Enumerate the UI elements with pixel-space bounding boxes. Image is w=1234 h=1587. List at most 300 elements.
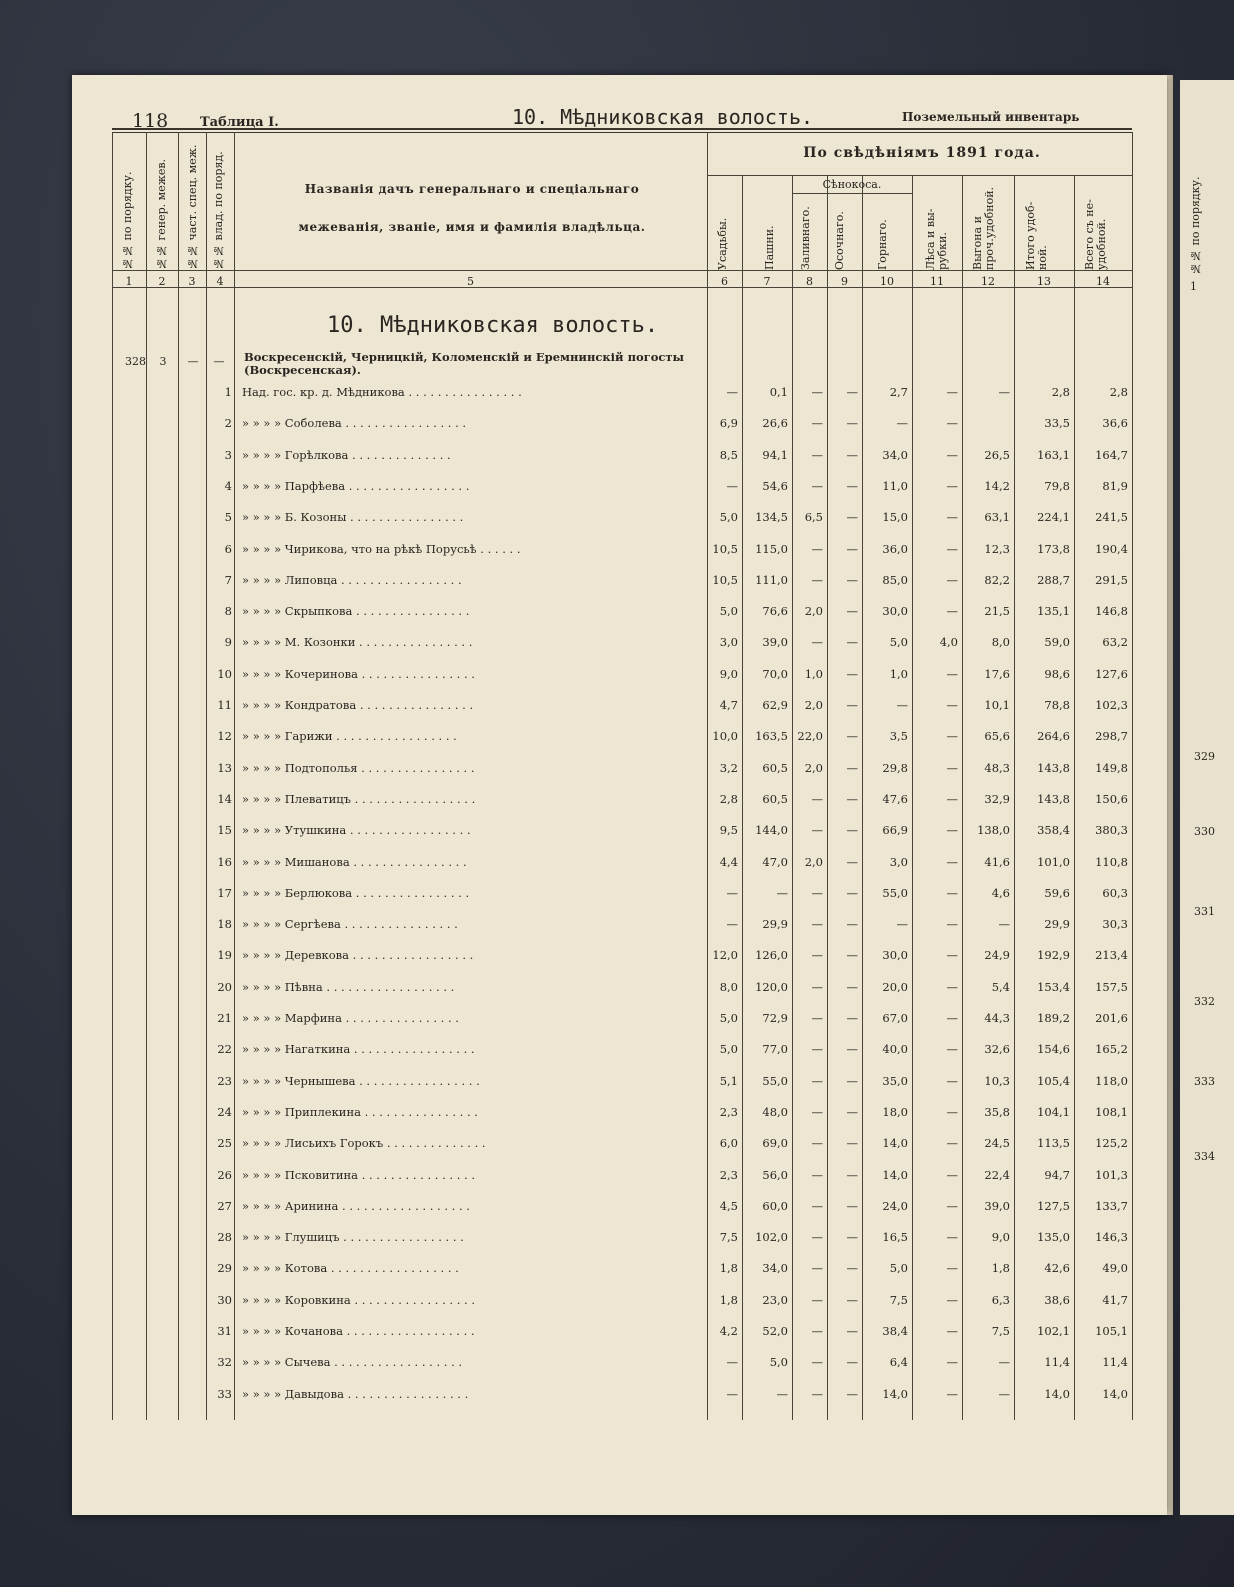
table-row (72, 729, 1167, 749)
row-value: 12,0 (712, 948, 738, 963)
row-value: — (946, 1292, 958, 1307)
row-value: 38,6 (1044, 1292, 1070, 1307)
row-value: 9,5 (719, 823, 738, 838)
row-value: — (811, 447, 823, 462)
row-value: — (811, 1073, 823, 1088)
row-value: — (846, 541, 858, 556)
row-value: 16,5 (882, 1230, 908, 1245)
row-number: 23 (217, 1073, 232, 1088)
row-value: 115,0 (755, 541, 788, 556)
row-value: 77,0 (762, 1042, 788, 1057)
row-value: — (946, 1230, 958, 1245)
row-value: 163,1 (1037, 447, 1070, 462)
row-value: — (946, 1355, 958, 1370)
table-row (72, 1168, 1167, 1188)
row-value: 4,6 (991, 885, 1010, 900)
row-value: — (946, 510, 958, 525)
row-value: — (846, 1261, 858, 1276)
facing-row-number: 330 (1194, 825, 1215, 838)
row-number: 20 (217, 979, 232, 994)
column-number: 1 (125, 275, 133, 288)
row-value: — (846, 447, 858, 462)
row-value: — (846, 666, 858, 681)
table-row (72, 1230, 1167, 1250)
table-row (72, 1136, 1167, 1156)
row-owner-name: » » » » Мишанова . . . . . . . . . . . . . . . . (242, 854, 467, 869)
row-value: 60,3 (1102, 885, 1128, 900)
row-value: — (946, 666, 958, 681)
row-number: 28 (217, 1230, 232, 1245)
row-value: 52,0 (762, 1324, 788, 1338)
row-value: — (726, 1386, 738, 1401)
row-value: 23,0 (762, 1292, 788, 1307)
row-value: — (946, 791, 958, 806)
row-value: 7,5 (991, 1324, 1010, 1338)
row-value: 32,6 (984, 1042, 1010, 1057)
row-value: 105,1 (1095, 1324, 1128, 1338)
table-row (72, 479, 1167, 499)
header-col-14: Всего съ не-удобной. (1083, 199, 1108, 270)
row-value: — (846, 1136, 858, 1151)
table-row (72, 510, 1167, 530)
row-owner-name: Над. гос. кр. д. Мѣдникова . . . . . . . . . . . . . . . . (242, 385, 522, 399)
row-value: 14,0 (882, 1167, 908, 1182)
row-value: 5,1 (719, 1073, 738, 1088)
table-row (72, 917, 1167, 937)
row-value: 9,0 (719, 666, 738, 681)
row-number: 17 (217, 885, 232, 900)
row-value: — (946, 948, 958, 963)
row-value: — (846, 385, 858, 399)
row-value: — (811, 979, 823, 994)
row-value: — (846, 572, 858, 587)
row-value: 108,1 (1095, 1104, 1128, 1119)
row-value: 150,6 (1095, 791, 1128, 806)
row-value: 38,4 (882, 1324, 908, 1338)
table-row (72, 1105, 1167, 1125)
facing-col-number: 1 (1190, 280, 1197, 293)
page-title: 10. Мѣдниковская волость. (512, 105, 814, 129)
row-value: 2,0 (804, 604, 823, 619)
row-value: — (846, 979, 858, 994)
row-value: 47,0 (762, 854, 788, 869)
row-value: — (846, 1292, 858, 1307)
facing-row-number: 334 (1194, 1150, 1215, 1163)
row-value: 60,0 (762, 1198, 788, 1213)
row-value: 135,1 (1037, 604, 1070, 619)
row-value: — (811, 1167, 823, 1182)
row-value: 149,8 (1095, 760, 1128, 775)
row-owner-name: » » » » Лисьихъ Горокъ . . . . . . . . . . . . . . (242, 1136, 486, 1151)
row-number: 4 (224, 478, 232, 493)
section-title: 10. Мѣдниковская волость. (327, 313, 659, 338)
row-value: 101,3 (1095, 1167, 1128, 1182)
row-value: 6,0 (719, 1136, 738, 1151)
row-value: 10,0 (712, 729, 738, 744)
row-value: — (998, 1386, 1010, 1401)
row-owner-name: » » » » Чириковa, что на рѣкѣ Порусьѣ . . . . . . (242, 541, 521, 556)
row-value: — (946, 1386, 958, 1401)
row-value: 59,6 (1044, 885, 1070, 900)
row-value: 1,0 (889, 666, 908, 681)
row-value: 288,7 (1037, 572, 1070, 587)
table-row (72, 761, 1167, 781)
row-value: — (811, 1104, 823, 1119)
table-row (72, 667, 1167, 687)
header-col-13: Итого удоб-ной. (1024, 201, 1049, 270)
row-value: 14,0 (1102, 1386, 1128, 1401)
column-number: 5 (467, 275, 474, 288)
row-value: — (846, 1230, 858, 1245)
table-row (72, 886, 1167, 906)
row-value: — (998, 385, 1010, 399)
row-value: — (811, 385, 823, 399)
row-value: — (946, 1198, 958, 1213)
row-number: 27 (217, 1198, 232, 1213)
grid-hline (707, 175, 1132, 176)
row-value: 2,0 (804, 854, 823, 869)
row-value: 126,0 (755, 948, 788, 963)
table-row (72, 1199, 1167, 1219)
row-value: 10,1 (984, 698, 1010, 712)
row-owner-name: » » » » Липовца . . . . . . . . . . . . . . . . . (242, 572, 462, 587)
row-value: — (811, 823, 823, 838)
row-owner-name: » » » » Б. Козоны . . . . . . . . . . . . . . . . (242, 510, 464, 525)
row-value: 12,3 (984, 541, 1010, 556)
row-value: — (811, 1198, 823, 1213)
row-value: — (811, 1011, 823, 1025)
row-number: 22 (217, 1042, 232, 1057)
row-value: 48,0 (762, 1104, 788, 1119)
row-owner-name: » » » » Кочанова . . . . . . . . . . . . . . . . . . (242, 1324, 475, 1338)
row-value: 34,0 (762, 1261, 788, 1276)
column-number: 12 (981, 275, 995, 288)
table-row (72, 448, 1167, 468)
row-value: 60,5 (762, 791, 788, 806)
row-number: 26 (217, 1167, 232, 1182)
row-value: 17,6 (984, 666, 1010, 681)
row-value: — (726, 478, 738, 493)
row-value: 380,3 (1095, 823, 1128, 838)
row-number: 9 (224, 635, 232, 650)
row-value: 8,5 (719, 447, 738, 462)
row-value: — (811, 1136, 823, 1151)
row-value: 2,8 (719, 791, 738, 806)
row-owner-name: » » » » Давыдова . . . . . . . . . . . . . . . . . (242, 1386, 469, 1401)
row-number: 3 (224, 447, 232, 462)
table-row (72, 542, 1167, 562)
column-number: 3 (188, 275, 196, 288)
row-owner-name: » » » » Деревкова . . . . . . . . . . . . . . . . . (242, 948, 474, 963)
row-value: — (811, 1042, 823, 1057)
row-value: — (946, 979, 958, 994)
row-value: — (811, 478, 823, 493)
row-value: 26,5 (984, 447, 1010, 462)
row-value: 9,0 (991, 1230, 1010, 1245)
row-value: — (946, 823, 958, 838)
row-value: 1,8 (719, 1292, 738, 1307)
header-col-9: Осочнаго. (833, 211, 846, 270)
row-value: — (946, 885, 958, 900)
facing-page (1180, 80, 1234, 1515)
row-value: 1,8 (719, 1261, 738, 1276)
row-value: — (946, 917, 958, 932)
row-owner-name: » » » » Приплекина . . . . . . . . . . . . . . . . (242, 1104, 478, 1119)
row-value: — (811, 791, 823, 806)
row-value: 67,0 (882, 1011, 908, 1025)
row-value: 36,0 (882, 541, 908, 556)
row-value: 125,2 (1095, 1136, 1128, 1151)
row-number: 16 (217, 854, 232, 869)
row-value: 56,0 (762, 1167, 788, 1182)
row-value: 41,7 (1102, 1292, 1128, 1307)
row-value: 2,0 (804, 760, 823, 775)
row-value: 105,4 (1037, 1073, 1070, 1088)
row-value: 18,0 (882, 1104, 908, 1119)
row-number: 13 (217, 760, 232, 775)
row-number: 32 (217, 1355, 232, 1370)
facing-row-number: 331 (1194, 905, 1215, 918)
row-value: — (998, 917, 1010, 932)
row-value: 29,9 (1044, 917, 1070, 932)
header-col-8: Заливнаго. (799, 206, 812, 270)
row-value: 3,2 (719, 760, 738, 775)
row-value: 39,0 (762, 635, 788, 650)
row-value: 79,8 (1044, 478, 1070, 493)
row-value: 98,6 (1044, 666, 1070, 681)
table-row (72, 635, 1167, 655)
row-value: — (811, 1261, 823, 1276)
row-owner-name: » » » » Кочериновa . . . . . . . . . . . . . . . . (242, 666, 475, 681)
row-owner-name: » » » » Аринина . . . . . . . . . . . . . . . . . . (242, 1198, 470, 1213)
row-value: — (946, 729, 958, 744)
row-value: 20,0 (882, 979, 908, 994)
grid-hline (792, 193, 912, 194)
row-value: 32,9 (984, 791, 1010, 806)
row-value: 146,8 (1095, 604, 1128, 619)
row-value: 59,0 (1044, 635, 1070, 650)
row-value: — (896, 416, 908, 431)
table-row (72, 1042, 1167, 1062)
row-value: — (846, 604, 858, 619)
row-value: 291,5 (1095, 572, 1128, 587)
row-value: — (811, 1230, 823, 1245)
row-number: 31 (217, 1324, 232, 1338)
row-value: 76,6 (762, 604, 788, 619)
header-col-4: №№ влад. по поряд. (212, 151, 225, 270)
row-value: 173,8 (1037, 541, 1070, 556)
row-value: 49,0 (1102, 1261, 1128, 1276)
intro-text: Воскресенскій, Черницкій, Коломенскій и Еремнинскій погосты (Воскресенская). (244, 350, 685, 377)
row-value: 6,4 (889, 1355, 908, 1370)
row-value: — (946, 604, 958, 619)
row-number: 11 (217, 698, 232, 712)
row-value: — (811, 1386, 823, 1401)
row-value: 82,2 (984, 572, 1010, 587)
row-value: 146,3 (1095, 1230, 1128, 1245)
row-number: 33 (217, 1386, 232, 1401)
column-number: 11 (930, 275, 944, 288)
row-owner-name: » » » » Подтополья . . . . . . . . . . . . . . . . (242, 760, 475, 775)
row-value: 298,7 (1095, 729, 1128, 744)
row-value: 41,6 (984, 854, 1010, 869)
row-value: 5,0 (719, 1011, 738, 1025)
table-row (72, 1011, 1167, 1031)
row-value: 5,0 (719, 1042, 738, 1057)
row-value: — (846, 510, 858, 525)
row-value: 48,3 (984, 760, 1010, 775)
row-value: — (946, 1324, 958, 1338)
row-value: 4,2 (719, 1324, 738, 1338)
row-value: 22,0 (797, 729, 823, 744)
row-value: — (846, 1324, 858, 1338)
row-value: 127,6 (1095, 666, 1128, 681)
row-value: 143,8 (1037, 791, 1070, 806)
row-value: 213,4 (1095, 948, 1128, 963)
column-number: 13 (1037, 275, 1051, 288)
table-row (72, 1293, 1167, 1313)
row-value: 5,0 (889, 1261, 908, 1276)
row-value: 4,4 (719, 854, 738, 869)
row-value: 63,1 (984, 510, 1010, 525)
row-value: 133,7 (1095, 1198, 1128, 1213)
row-value: 10,5 (712, 572, 738, 587)
row-value: — (811, 948, 823, 963)
table-row (72, 823, 1167, 843)
row-owner-name: » » » » Коровкина . . . . . . . . . . . . . . . . . (242, 1292, 476, 1307)
row-number: 15 (217, 823, 232, 838)
row-value: 62,9 (762, 698, 788, 712)
row-value: — (776, 885, 788, 900)
row-value: 10,3 (984, 1073, 1010, 1088)
row-value: 30,0 (882, 604, 908, 619)
table-row (72, 385, 1167, 405)
table-row (72, 1355, 1167, 1375)
row-owner-name: » » » » Нагаткина . . . . . . . . . . . . . . . . . (242, 1042, 475, 1057)
row-value: — (846, 1386, 858, 1401)
row-owner-name: » » » » Марфина . . . . . . . . . . . . . . . . (242, 1011, 459, 1025)
row-value: — (811, 635, 823, 650)
facing-row-number: 333 (1194, 1075, 1215, 1088)
intro-number-4: — (213, 355, 225, 368)
row-value: — (846, 1355, 858, 1370)
table-row (72, 604, 1167, 624)
row-value: 7,5 (719, 1230, 738, 1245)
row-value: — (811, 572, 823, 587)
row-value: 120,0 (755, 979, 788, 994)
row-value: 5,0 (719, 510, 738, 525)
row-value: — (946, 478, 958, 493)
row-value: — (946, 1042, 958, 1057)
row-value: 26,6 (762, 416, 788, 431)
row-number: 2 (224, 416, 232, 431)
row-value: 4,7 (719, 698, 738, 712)
row-number: 24 (217, 1104, 232, 1119)
row-value: — (946, 1073, 958, 1088)
row-value: — (946, 1011, 958, 1025)
column-number: 4 (216, 275, 224, 288)
row-value: 8,0 (991, 635, 1010, 650)
row-value: — (811, 1355, 823, 1370)
row-value: 94,7 (1044, 1167, 1070, 1182)
facing-row-number: 332 (1194, 995, 1215, 1008)
row-value: 54,6 (762, 478, 788, 493)
row-number: 6 (224, 541, 232, 556)
row-value: 134,5 (755, 510, 788, 525)
row-value: 138,0 (977, 823, 1010, 838)
row-value: 1,8 (991, 1261, 1010, 1276)
row-value: — (998, 1355, 1010, 1370)
row-value: 1,0 (804, 666, 823, 681)
row-value: 55,0 (882, 885, 908, 900)
table-row (72, 855, 1167, 875)
row-value: 111,0 (755, 572, 788, 587)
row-value: 4,0 (939, 635, 958, 650)
row-number: 21 (217, 1011, 232, 1025)
row-value: 201,6 (1095, 1011, 1128, 1025)
row-owner-name: » » » » Глушицъ . . . . . . . . . . . . . . . . . (242, 1230, 464, 1245)
row-number: 10 (217, 666, 232, 681)
intro-number-1: 328 (125, 355, 146, 368)
row-value: 2,8 (1051, 385, 1070, 399)
row-value: — (846, 478, 858, 493)
row-value: 3,0 (719, 635, 738, 650)
row-value: 30,3 (1102, 917, 1128, 932)
row-value: 30,0 (882, 948, 908, 963)
column-number: 7 (763, 275, 771, 288)
row-value: — (811, 1324, 823, 1338)
row-value: 5,4 (991, 979, 1010, 994)
row-value: 224,1 (1037, 510, 1070, 525)
table-row (72, 573, 1167, 593)
row-number: 7 (224, 572, 232, 587)
row-value: — (846, 416, 858, 431)
grid-hline (112, 270, 1132, 271)
row-value: — (726, 1355, 738, 1370)
facing-row-number: 329 (1194, 750, 1215, 763)
row-value: 163,5 (755, 729, 788, 744)
row-value: 110,8 (1095, 854, 1128, 869)
row-value: — (946, 385, 958, 399)
row-owner-name: » » » » Псковитина . . . . . . . . . . . . . . . . (242, 1167, 476, 1182)
row-value: — (726, 917, 738, 932)
row-value: 14,0 (882, 1136, 908, 1151)
row-number: 29 (217, 1261, 232, 1276)
row-value: 81,9 (1102, 478, 1128, 493)
row-value: 24,0 (882, 1198, 908, 1213)
row-value: 14,0 (1044, 1386, 1070, 1401)
header-col-10: Горнаго. (876, 219, 889, 270)
table-row (72, 792, 1167, 812)
row-value: 6,3 (991, 1292, 1010, 1307)
row-value: — (946, 760, 958, 775)
row-value: 101,0 (1037, 854, 1070, 869)
row-value: — (846, 729, 858, 744)
row-value: 55,0 (762, 1073, 788, 1088)
table-row (72, 1324, 1167, 1344)
row-value: — (896, 698, 908, 712)
row-value: 14,0 (882, 1386, 908, 1401)
row-value: 34,0 (882, 447, 908, 462)
row-value: 40,0 (882, 1042, 908, 1057)
row-value: 0,1 (769, 385, 788, 399)
row-value: — (846, 635, 858, 650)
row-value: 157,5 (1095, 979, 1128, 994)
row-value: 35,8 (984, 1104, 1010, 1119)
row-value: 154,6 (1037, 1042, 1070, 1057)
header-col-12: Выгона и проч.удобной. (971, 186, 996, 270)
row-number: 8 (224, 604, 232, 619)
